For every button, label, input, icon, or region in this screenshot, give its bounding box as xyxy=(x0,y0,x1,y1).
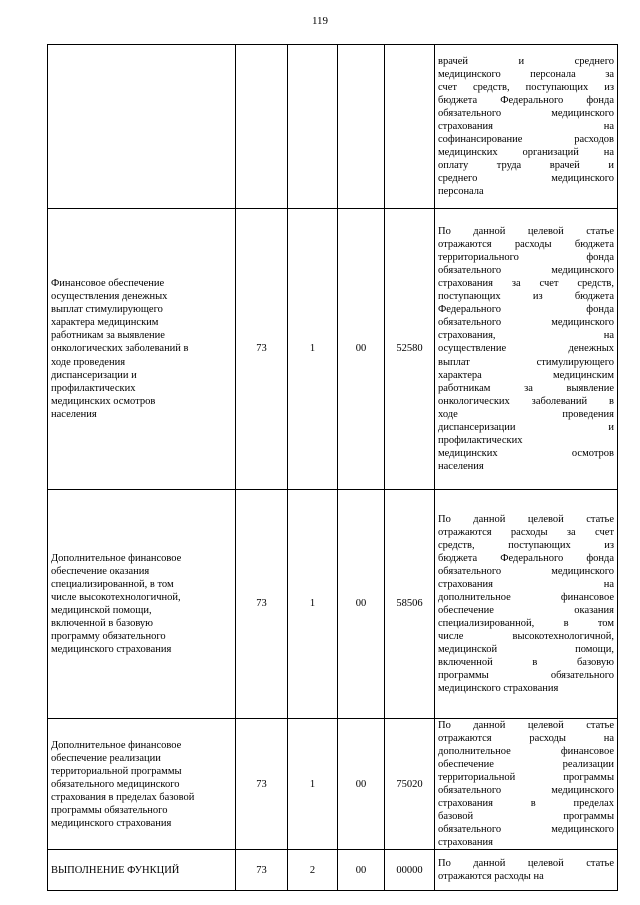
article-name-cell xyxy=(48,850,236,891)
table-row xyxy=(48,850,618,891)
article-description-line: страхования, на xyxy=(438,330,614,342)
article-name-line: специализированной, в том xyxy=(51,578,174,590)
article-name-cell xyxy=(48,490,236,719)
article-name-line: медицинской помощи, xyxy=(51,605,152,616)
subprogram-code-cell: 1 xyxy=(288,719,338,850)
article-name-line: Дополнительное финансовое xyxy=(51,739,182,751)
article-description-line: обязательного медицинского xyxy=(438,565,614,577)
page-number: 119 xyxy=(311,15,329,27)
direction-code-cell: 75020 xyxy=(385,719,435,850)
article-description-line: обязательного медицинского xyxy=(438,785,614,797)
table-row xyxy=(48,209,618,490)
article-description-line: медицинской помощи, xyxy=(438,644,614,656)
article-description-line: счет средств, поступающих из xyxy=(438,81,614,93)
article-name-line: территориальной программы xyxy=(51,765,182,777)
table-row xyxy=(48,719,618,850)
article-description-line: специализированной, в том xyxy=(438,618,614,630)
article-name-line: населения xyxy=(51,408,97,420)
article-name-line: осуществления денежных xyxy=(51,291,168,303)
article-description-line: бюджета Федерального фонда xyxy=(438,552,614,564)
article-name-line: включенной в базовую xyxy=(51,618,154,630)
main-activity-code-cell: 00 xyxy=(338,719,385,850)
article-description-line: По данной целевой статье xyxy=(438,226,614,238)
article-description-line: страхования xyxy=(438,837,493,849)
article-name-line: ВЫПОЛНЕНИЕ ФУНКЦИЙ xyxy=(51,864,180,876)
subprogram-code-cell: 1 xyxy=(288,490,338,719)
article-name-line: обязательного медицинского xyxy=(51,778,180,790)
article-name-line: обеспечение реализации xyxy=(51,752,161,764)
article-description-line: По данной целевой статье xyxy=(438,513,614,525)
article-description-line: отражаются расходы на xyxy=(438,733,614,745)
article-description-line: числе высокотехнологичной, xyxy=(438,631,614,643)
article-name-line: онкологических заболеваний в xyxy=(51,343,189,355)
article-name-line: выплат стимулирующего xyxy=(51,304,163,316)
article-description-line: отражаются расходы бюджета xyxy=(438,239,614,251)
article-name-line: характера медицинским xyxy=(51,317,159,329)
article-description-line: обязательного медицинского xyxy=(438,824,614,836)
subprogram-code-cell: 1 xyxy=(288,209,338,490)
table-row xyxy=(48,45,618,209)
article-description-line: профилактических xyxy=(438,434,523,446)
article-name-line: диспансеризации и xyxy=(51,369,137,381)
article-description-line: персонала xyxy=(438,186,484,198)
article-description-line: населения xyxy=(438,460,484,472)
article-description-line: обеспечение оказания xyxy=(438,605,614,616)
article-description-line: По данной целевой статье xyxy=(438,720,614,731)
article-description-line: осуществление денежных xyxy=(438,343,614,355)
article-name-cell xyxy=(48,719,236,850)
article-description-line: ходе проведения xyxy=(438,408,614,420)
article-description-line: выплат стимулирующего xyxy=(438,356,614,368)
article-name-line: программы обязательного xyxy=(51,804,168,816)
main-activity-code-cell: 00 xyxy=(338,490,385,719)
article-description-line: Федерального фонда xyxy=(438,304,614,316)
article-description-line: отражаются расходы за счет xyxy=(438,526,614,538)
article-name-cell xyxy=(48,209,236,490)
article-description-line: обязательного медицинского xyxy=(438,317,614,329)
article-description-line: страхования в пределах xyxy=(438,798,614,810)
article-description-line: территориальной программы xyxy=(438,772,614,784)
article-description-line: отражаются расходы на xyxy=(438,871,544,883)
article-description-cell xyxy=(435,209,618,490)
article-description-line: характера медицинским xyxy=(438,369,614,381)
program-code-cell: 73 xyxy=(236,209,288,490)
article-description-cell xyxy=(435,719,618,850)
article-description-line: медицинских организаций на xyxy=(438,147,614,159)
article-description-line: софинансирование расходов xyxy=(438,134,614,146)
direction-code-cell xyxy=(385,45,435,209)
subprogram-code-cell xyxy=(288,45,338,209)
article-name-line: медицинских осмотров xyxy=(51,395,156,407)
article-description-line: онкологических заболеваний в xyxy=(438,395,614,407)
subprogram-code-cell: 2 xyxy=(288,850,338,891)
article-name-line: числе высокотехнологичной, xyxy=(51,591,181,603)
program-code-cell: 73 xyxy=(236,490,288,719)
article-description-line: обязательного медицинского xyxy=(438,107,614,119)
article-description-line: медицинского персонала за xyxy=(438,68,614,80)
program-code-cell: 73 xyxy=(236,850,288,891)
article-name-line: Дополнительное финансовое xyxy=(51,552,182,564)
article-name-line: медицинского страхования xyxy=(51,644,172,656)
table-row xyxy=(48,490,618,719)
article-description-line: страхования за счет средств, xyxy=(438,278,614,290)
article-description-line: средств, поступающих из xyxy=(438,539,614,551)
article-description-line: работникам за выявление xyxy=(438,382,614,394)
article-description-line: бюджета Федерального фонда xyxy=(438,94,614,106)
main-activity-code-cell xyxy=(338,45,385,209)
direction-code-cell: 00000 xyxy=(385,850,435,891)
article-description-cell xyxy=(435,45,618,209)
article-name-line: медицинского страхования xyxy=(51,817,172,829)
article-description-line: программы обязательного xyxy=(438,670,614,682)
article-description-cell xyxy=(435,850,618,891)
article-description-line: страхования на xyxy=(438,120,614,132)
article-description-cell xyxy=(435,490,618,719)
article-description-line: врачей и среднего xyxy=(438,55,614,67)
article-description-line: поступающих из бюджета xyxy=(438,291,614,303)
article-name-line: ходе проведения xyxy=(51,356,126,368)
article-description-line: оплату труда врачей и xyxy=(438,160,614,172)
article-description-line: По данной целевой статье xyxy=(438,858,614,870)
article-description-line: обеспечение реализации xyxy=(438,759,614,771)
target-articles-table xyxy=(47,44,618,891)
program-code-cell: 73 xyxy=(236,719,288,850)
main-activity-code-cell: 00 xyxy=(338,209,385,490)
article-description-line: медицинского страхования xyxy=(438,683,559,695)
article-name-line: программу обязательного xyxy=(51,631,166,643)
article-name-line: Финансовое обеспечение xyxy=(51,278,165,290)
program-code-cell xyxy=(236,45,288,209)
article-name-line: страхования в пределах базовой xyxy=(51,791,195,803)
article-description-line: среднего медицинского xyxy=(438,173,614,185)
main-activity-code-cell: 00 xyxy=(338,850,385,891)
article-description-line: дополнительное финансовое xyxy=(438,591,614,603)
article-description-line: страхования на xyxy=(438,578,614,590)
article-description-line: базовой программы xyxy=(438,811,614,823)
article-description-line: диспансеризации и xyxy=(438,421,614,433)
article-description-line: медицинских осмотров xyxy=(438,447,614,459)
article-name-line: работникам за выявление xyxy=(51,330,165,342)
article-description-line: территориального фонда xyxy=(438,252,614,264)
article-name-cell xyxy=(48,45,236,209)
article-name-line: обеспечение оказания xyxy=(51,565,150,577)
article-description-line: обязательного медицинского xyxy=(438,265,614,277)
article-name-line: профилактических xyxy=(51,382,136,394)
direction-code-cell: 58506 xyxy=(385,490,435,719)
article-description-line: включенной в базовую xyxy=(438,657,614,669)
article-description-line: дополнительное финансовое xyxy=(438,746,614,758)
direction-code-cell: 52580 xyxy=(385,209,435,490)
